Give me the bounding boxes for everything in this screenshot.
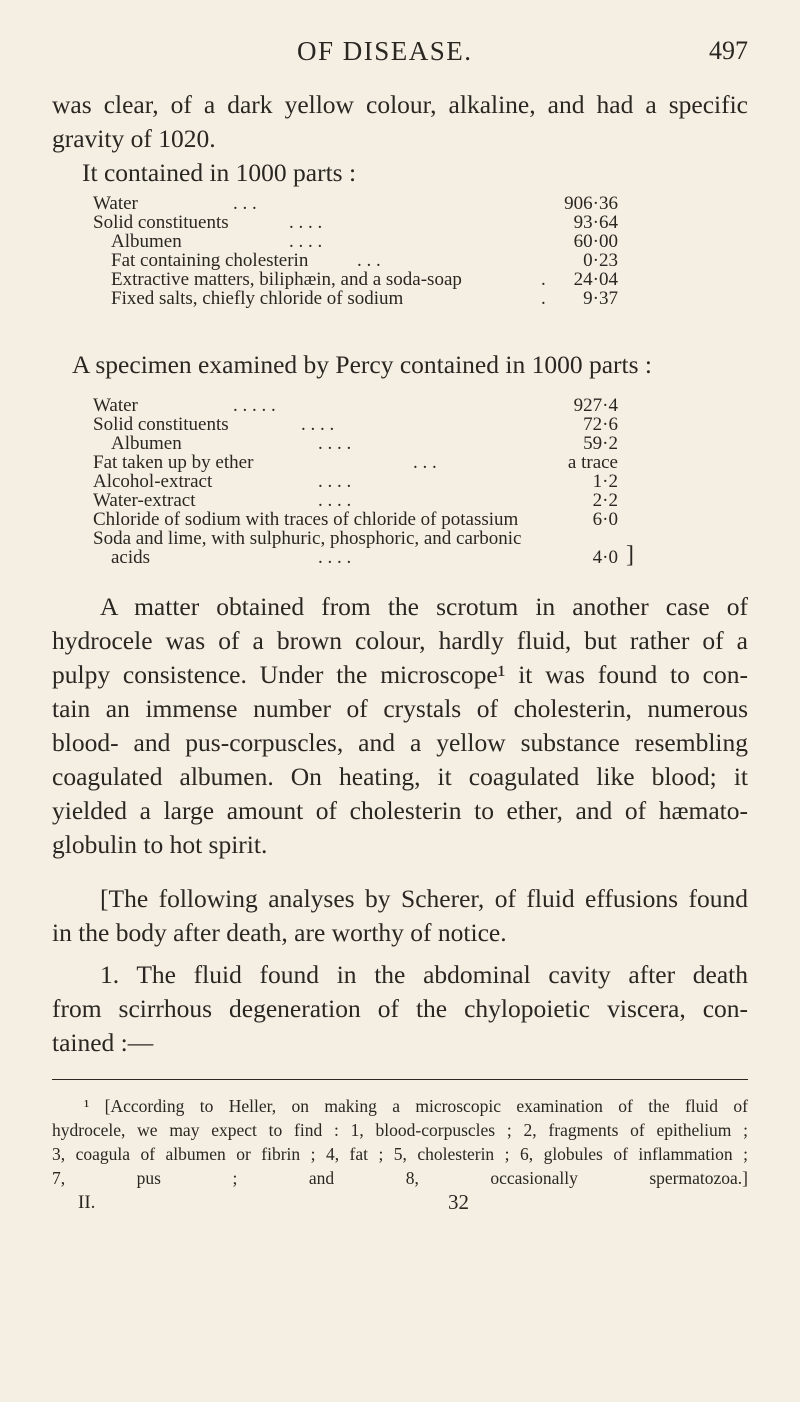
text-line: gravity of 1020. xyxy=(52,124,216,153)
row-leaders: . . . . xyxy=(301,414,335,435)
text-line: from scirrhous degeneration of the chylopoietic viscera, con- xyxy=(52,994,748,1023)
row-leaders: . . . . xyxy=(318,471,352,492)
text-line: was clear, of a dark yellow colour, alkaline, and had a specific xyxy=(52,90,748,119)
intro-paragraph xyxy=(52,88,748,190)
text-line: globulin to hot spirit. xyxy=(52,830,268,859)
text-line: tain an immense number of crystals of cholesterin, numerous xyxy=(52,694,748,723)
volume-mark: II. xyxy=(78,1192,96,1213)
row-value: 9·37 xyxy=(583,288,618,309)
text-line: blood- and pus-corpuscles, and a yellow substance resembling xyxy=(52,728,748,757)
text-line: coagulated albumen. On heating, it coagulated like blood; it xyxy=(52,762,748,791)
row-label: Alcohol-extract xyxy=(93,471,213,492)
composition-table-1 xyxy=(93,194,618,308)
row-label: Water xyxy=(93,395,138,416)
page-number: 497 xyxy=(709,36,748,65)
table-row xyxy=(93,194,618,213)
row-value: 72·6 xyxy=(583,414,618,435)
text-line: pulpy consistence. Under the microscope¹ it was found to con- xyxy=(52,660,748,689)
row-leaders: . . . . xyxy=(289,231,323,252)
text-line: A matter obtained from the scrotum in another case of xyxy=(100,592,748,621)
row-value: 906·36 xyxy=(564,193,618,214)
row-value: 24·04 xyxy=(573,269,618,290)
text-line: A specimen examined by Percy contained in 1000 parts : xyxy=(72,350,652,379)
row-leaders: . xyxy=(541,269,546,290)
row-label: Extractive matters, biliphæin, and a soda-soap xyxy=(111,269,462,290)
footnote-line: ¹ [According to Heller, on making a microscopic examination of the fluid of xyxy=(84,1096,748,1116)
text-line: hydrocele was of a brown colour, hardly fluid, but rather of a xyxy=(52,626,748,655)
row-leaders: . . . . . xyxy=(233,395,276,416)
row-leaders: . . . . xyxy=(289,212,323,233)
row-value: 59·2 xyxy=(583,433,618,454)
row-leaders: . . . xyxy=(233,193,257,214)
row-label: Solid constituents xyxy=(93,212,229,233)
row-label: Albumen xyxy=(111,433,182,454)
table-row xyxy=(93,510,618,529)
row-label: Fat taken up by ether xyxy=(93,452,254,473)
row-value: a trace xyxy=(567,452,618,473)
footnote xyxy=(52,1094,748,1190)
closing-bracket: ] xyxy=(626,542,634,568)
table-row xyxy=(93,453,618,472)
table-row xyxy=(93,472,618,491)
signature-number: 32 xyxy=(448,1190,469,1214)
footnote-line: hydrocele, we may expect to find : 1, blood-corpuscles ; 2, fragments of epithelium ; xyxy=(52,1120,748,1140)
row-label: Water-extract xyxy=(93,490,196,511)
text-line: 1. The fluid found in the abdominal cavity after death xyxy=(100,960,748,989)
item-1-paragraph xyxy=(52,958,748,1060)
page-header xyxy=(0,36,800,76)
row-label: Fixed salts, chiefly chloride of sodium xyxy=(111,288,404,309)
row-label: Solid constituents xyxy=(93,414,229,435)
table-row xyxy=(93,213,618,232)
row-leaders: . . . . xyxy=(318,490,352,511)
row-leaders: . . . . xyxy=(318,547,352,568)
table-row xyxy=(93,491,618,510)
row-leaders: . . . xyxy=(357,250,381,271)
text-line: in the body after death, are worthy of notice. xyxy=(52,918,507,947)
table-row xyxy=(93,529,618,548)
text-line: yielded a large amount of cholesterin to ether, and of hæmato- xyxy=(52,796,748,825)
row-leaders: . . . xyxy=(413,452,437,473)
row-value: 6·0 xyxy=(592,509,618,530)
table-row xyxy=(93,542,634,568)
row-leaders: . xyxy=(541,288,546,309)
table-row xyxy=(93,415,618,434)
row-label: Soda and lime, with sulphuric, phosphoric, and carbonic xyxy=(93,528,522,549)
row-value: 927·4 xyxy=(573,395,618,416)
row-value: 0·23 xyxy=(583,250,618,271)
row-label: Water xyxy=(93,193,138,214)
row-value: 4·0 xyxy=(592,547,618,568)
scherer-paragraph xyxy=(52,882,748,950)
footnote-line: 3, coagula of albumen or fibrin ; 4, fat ; 5, cholesterin ; 6, globules of inflammation ; xyxy=(52,1144,748,1164)
row-value: 2·2 xyxy=(592,490,618,511)
text-line: [The following analyses by Scherer, of fluid effusions found xyxy=(100,884,748,913)
table-row xyxy=(93,396,618,415)
table-row xyxy=(93,232,618,251)
row-label: Albumen xyxy=(111,231,182,252)
running-title: OF DISEASE. xyxy=(297,36,473,66)
footnote-rule xyxy=(52,1079,748,1080)
percy-line xyxy=(72,348,748,382)
row-value: 1·2 xyxy=(592,471,618,492)
table1-lead: It contained in 1000 parts : xyxy=(82,158,357,187)
row-label: acids xyxy=(111,547,151,568)
footnote-line: 7, pus ; and 8, occasionally spermatozoa.] xyxy=(52,1168,748,1188)
table-row xyxy=(93,289,618,308)
table-row xyxy=(93,270,618,289)
row-label: Fat containing cholesterin xyxy=(111,250,309,271)
row-label: Chloride of sodium with traces of chloride of potassium xyxy=(93,509,519,530)
table-row xyxy=(93,251,618,270)
row-value: 60·00 xyxy=(573,231,618,252)
composition-table-2 xyxy=(93,395,634,568)
row-value: 93·64 xyxy=(573,212,618,233)
scrotum-paragraph xyxy=(52,590,748,862)
row-leaders: . . . . xyxy=(318,433,352,454)
text-line: tained :— xyxy=(52,1028,154,1057)
table-row xyxy=(93,434,618,453)
